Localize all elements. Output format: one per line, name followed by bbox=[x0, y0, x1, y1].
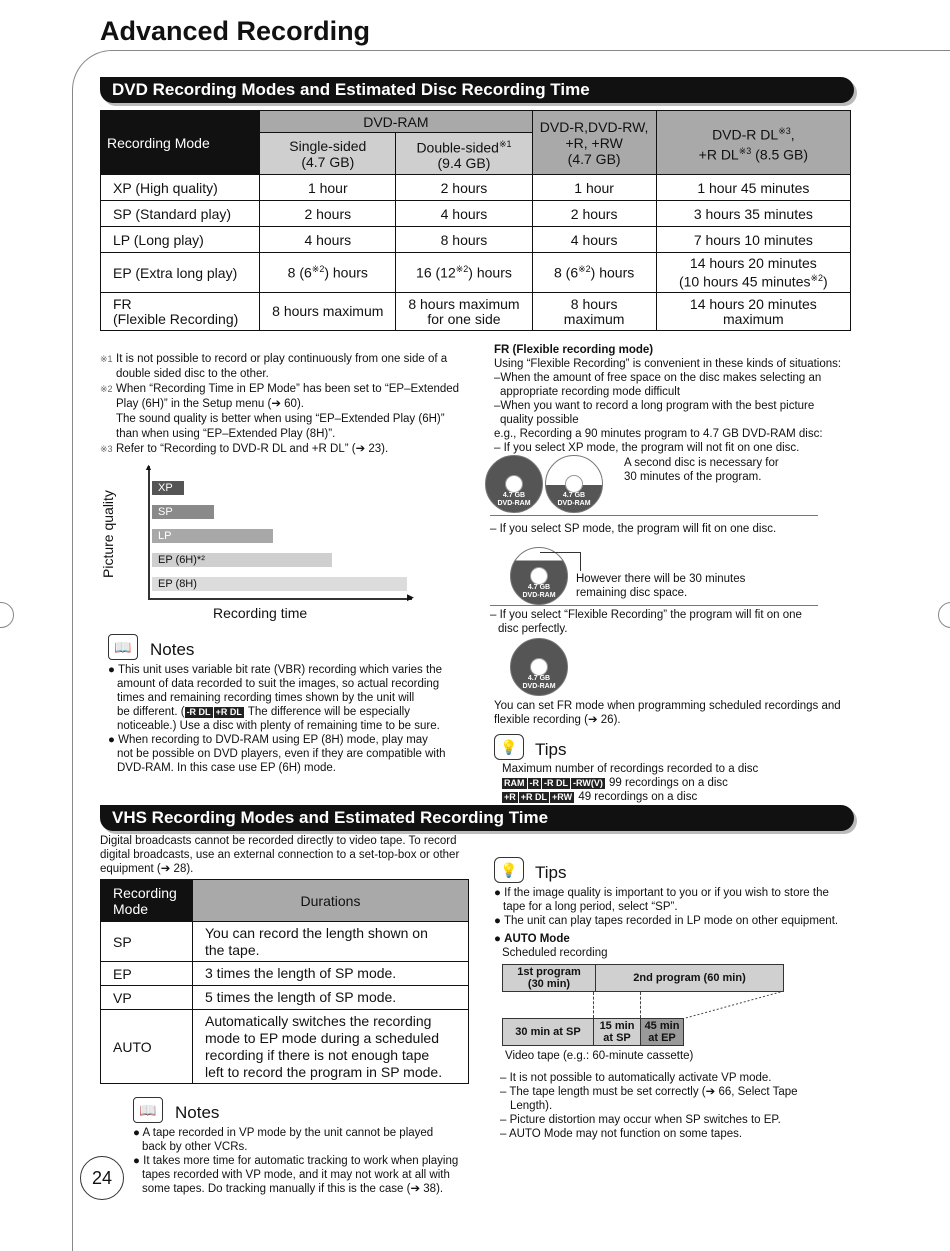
tips-text: tape for a long period, select “SP”. bbox=[503, 901, 678, 913]
segment-text: 15 min bbox=[599, 1020, 635, 1032]
disc-label: 4.7 GB bbox=[562, 492, 586, 499]
value-cell: 3 times the length of SP mode. bbox=[193, 962, 469, 986]
header-single-l1: Single-sided bbox=[289, 137, 367, 154]
vhs-tips-body: ● If the image quality is important to you or if you wish to store the tape for a long period, select “SP”. ● The unit can play tapes recorded in LP mode on other equipment. ● AUTO Mode Scheduled recording bbox=[494, 886, 854, 960]
header-single-sided bbox=[260, 133, 396, 175]
fr-end-text: flexible recording (➔ 26). bbox=[494, 714, 621, 726]
dvd-recording-table bbox=[100, 110, 851, 331]
note-text: tapes recorded with VP mode, and it may not work at all with bbox=[142, 1169, 450, 1181]
value-cell bbox=[532, 253, 656, 293]
value-cell: 4 hours bbox=[396, 201, 532, 227]
disc-label: DVD-RAM bbox=[557, 500, 591, 507]
mode-cell: VP bbox=[101, 986, 193, 1010]
mode-cell bbox=[101, 293, 260, 331]
value-cell: 2 hours bbox=[532, 201, 656, 227]
value-cell bbox=[193, 922, 469, 962]
disc-label: DVD-RAM bbox=[522, 683, 556, 690]
disc-label: 4.7 GB bbox=[527, 584, 551, 591]
disc-label: DVD-RAM bbox=[497, 500, 531, 507]
mode-cell: LP (Long play) bbox=[101, 227, 260, 253]
footnote-text: The sound quality is better when using “EP–Extended Play (6H)” bbox=[116, 413, 445, 425]
header-dl-text: DVD-R DL bbox=[712, 126, 779, 143]
value-cell bbox=[532, 293, 656, 331]
tips-text: Scheduled recording bbox=[502, 947, 608, 959]
disc-badge: +R bbox=[504, 792, 516, 802]
disc-badge: +R DL bbox=[215, 707, 242, 717]
value-text: Automatically switches the recording bbox=[205, 1012, 432, 1029]
program-text: (30 min) bbox=[527, 978, 571, 990]
tips-bulb-icon: 💡 bbox=[494, 857, 524, 883]
notes-book-icon: 📖 bbox=[108, 634, 138, 660]
note-text: times and remaining recording times shown by the unit will bbox=[117, 692, 415, 704]
note-text: be different. ( bbox=[117, 706, 185, 718]
mode-text: FR bbox=[113, 295, 132, 312]
tips-heading: Tips bbox=[535, 863, 567, 882]
dvd-disc-half-icon bbox=[545, 455, 603, 513]
sp-line: – If you select SP mode, the program will fit on one disc. bbox=[490, 523, 777, 535]
disc-badge: -R DL bbox=[544, 778, 568, 788]
header-text: Recording bbox=[113, 884, 177, 901]
disc-badge: +R DL bbox=[520, 792, 548, 802]
guide-diagonal bbox=[682, 990, 786, 1020]
graph-x-axis bbox=[148, 598, 412, 600]
tips-text: The unit can play tapes recorded in LP mode on other equipment. bbox=[503, 915, 839, 927]
table-row bbox=[101, 293, 851, 331]
graph-bar-ep8: EP (8H) bbox=[152, 577, 407, 591]
sp-note-text: remaining disc space. bbox=[576, 587, 688, 599]
header-recording-mode bbox=[101, 880, 193, 922]
note-text: DVD-RAM. In this case use EP (6H) mode. bbox=[117, 762, 336, 774]
fr-text: –When you want to record a long program with the best picture bbox=[494, 400, 815, 412]
fr-line-text: disc perfectly. bbox=[498, 623, 568, 635]
mode-cell: SP (Standard play) bbox=[101, 201, 260, 227]
table-row bbox=[101, 1010, 469, 1084]
table-row bbox=[101, 253, 851, 293]
value-text: 14 hours 20 minutes bbox=[689, 254, 817, 271]
footnote-mark: ※3 bbox=[738, 145, 752, 156]
value-text: (10 hours 45 minutes bbox=[678, 273, 811, 290]
note-text: noticeable.) Use a disc with plenty of remaining time to be sure. bbox=[117, 720, 440, 732]
segment-text: at EP bbox=[648, 1032, 676, 1044]
header-double-sided bbox=[396, 133, 532, 175]
note-text: This unit uses variable bit rate (VBR) recording which varies the bbox=[117, 664, 442, 676]
header-dl-comma: , bbox=[790, 126, 795, 143]
fr-text: appropriate recording mode difficult bbox=[500, 386, 681, 398]
value-cell: 1 hour bbox=[260, 175, 396, 201]
dvd-disc-icon bbox=[510, 638, 568, 696]
disc-label: 4.7 GB bbox=[527, 675, 551, 682]
tips-heading: Tips bbox=[535, 740, 567, 759]
notes-heading: Notes bbox=[175, 1103, 220, 1122]
fr-end bbox=[494, 699, 841, 727]
value-text: recording if there is not enough tape bbox=[205, 1046, 430, 1063]
value-text: ) bbox=[823, 273, 828, 290]
segment-text: 45 min bbox=[644, 1020, 680, 1032]
header-dvd-r-l2: +R, +RW bbox=[565, 134, 623, 151]
footnote-text: Refer to “Recording to DVD-R DL and +R DL” (➔ 23). bbox=[116, 443, 389, 455]
tips-text: If the image quality is important to you or if you wish to store the bbox=[504, 887, 829, 899]
xp-note-text: A second disc is necessary for bbox=[624, 457, 779, 469]
note-text: The difference will be especially bbox=[244, 706, 410, 718]
footnote-mark: ※1 bbox=[498, 138, 512, 149]
value-cell: 1 hour 45 minutes bbox=[656, 175, 850, 201]
fr-text: quality possible bbox=[500, 414, 579, 426]
mode-text: (Flexible Recording) bbox=[113, 310, 239, 327]
vhs-notes-body: ● A tape recorded in VP mode by the unit cannot be played back by other VCRs. ● It takes more time for automatic tracking to work when playing tapes recorded with VP mode, and it may not work at all with some tapes. Do tracking manually if this is the case (➔ 38). bbox=[133, 1126, 473, 1196]
value-cell: 8 hours bbox=[396, 227, 532, 253]
auto-bullets bbox=[500, 1071, 850, 1141]
graph-y-axis bbox=[148, 466, 150, 600]
footnotes bbox=[100, 352, 480, 457]
tips-text: 49 recordings on a disc bbox=[575, 791, 698, 803]
value-cell: 4 hours bbox=[532, 227, 656, 253]
bullet-text: – AUTO Mode may not function on some tapes. bbox=[500, 1128, 743, 1140]
fr-text: – If you select XP mode, the program will not fit on one disc. bbox=[494, 442, 800, 454]
header-dvd-ram: DVD-RAM bbox=[260, 111, 532, 133]
footnote-mark: ※2 bbox=[455, 264, 469, 275]
mode-cell: SP bbox=[101, 922, 193, 962]
arrow-up-icon: ▲ bbox=[144, 462, 153, 472]
value-cell bbox=[396, 253, 532, 293]
graph-bar-xp: XP bbox=[152, 481, 184, 495]
disc-badge: +RW bbox=[552, 792, 573, 802]
intro-text: digital broadcasts, use an external connection to a set-top-box or other bbox=[100, 849, 460, 861]
header-dvd-r bbox=[532, 111, 656, 175]
footnote-mark: ※3 bbox=[778, 125, 791, 136]
graph-x-label: Recording time bbox=[213, 605, 308, 621]
header-recording-mode: Recording Mode bbox=[101, 111, 260, 175]
value-cell: 5 times the length of SP mode. bbox=[193, 986, 469, 1010]
disc-label: DVD-RAM bbox=[522, 592, 556, 599]
footnote-mark: ※2 bbox=[578, 264, 591, 275]
xp-note bbox=[624, 456, 779, 484]
intro-text: equipment (➔ 28). bbox=[100, 863, 194, 875]
arrow-right-icon: ▶ bbox=[407, 592, 414, 602]
footnote-mark: ※2 bbox=[810, 272, 824, 283]
value-text: 16 (12 bbox=[416, 264, 456, 281]
tips-text: Maximum number of recordings recorded to a disc bbox=[502, 763, 759, 775]
fr-text: Using “Flexible Recording” is convenient in these kinds of situations: bbox=[494, 358, 842, 370]
tape-segment-ep bbox=[641, 1019, 684, 1046]
disc-badge: -R DL bbox=[186, 707, 211, 717]
dvd-tips-body bbox=[502, 762, 758, 804]
value-cell bbox=[656, 293, 850, 331]
fr-line bbox=[490, 608, 802, 636]
header-text: Mode bbox=[113, 900, 149, 917]
table-row bbox=[101, 962, 469, 986]
header-dl2-size: (8.5 GB) bbox=[751, 146, 809, 163]
disc-badge: RAM bbox=[504, 778, 525, 788]
value-text: ) hours bbox=[590, 264, 635, 281]
dvd-disc-icon bbox=[485, 455, 543, 513]
footnote-mark: ※2 bbox=[100, 384, 113, 394]
table-row bbox=[101, 227, 851, 253]
tips-text: 99 recordings on a disc bbox=[605, 777, 728, 789]
note-text: When recording to DVD-RAM using EP (8H) mode, play may bbox=[118, 734, 428, 746]
mode-cell: EP (Extra long play) bbox=[101, 253, 260, 293]
tape-caption: Video tape (e.g.: 60-minute cassette) bbox=[505, 1050, 694, 1062]
disc-label: 4.7 GB bbox=[502, 492, 526, 499]
guide-line bbox=[640, 992, 641, 1018]
bullet-text: – Picture distortion may occur when SP switches to EP. bbox=[500, 1114, 781, 1126]
value-text: You can record the length shown on bbox=[205, 924, 428, 941]
value-text: 8 (6 bbox=[287, 264, 312, 281]
auto-mode-heading: AUTO Mode bbox=[504, 933, 570, 945]
value-cell: 8 hours maximum bbox=[260, 293, 396, 331]
graph-y-label: Picture quality bbox=[100, 490, 116, 578]
segment-text: at SP bbox=[603, 1032, 631, 1044]
note-text: back by other VCRs. bbox=[142, 1141, 248, 1153]
dvd-notes-body: ● This unit uses variable bit rate (VBR) recording which varies the amount of data recorded to suit the images, so actual recording times and remaining recording times shown by the unit will be different. ( -R DL +R DL The difference will be especially noticeable.) Use a disc with plenty of remaining time to be sure. ● When recording to DVD-RAM using EP (8H) mode, play may not be possible on DVD players, even if they are compatible with DVD-RAM. In this case use EP (6H) mode. bbox=[108, 663, 478, 775]
auto-program-bar bbox=[502, 964, 784, 992]
fr-text: –When the amount of free space on the disc makes selecting an bbox=[494, 372, 822, 384]
table-row bbox=[101, 175, 851, 201]
graph-bar-lp: LP bbox=[152, 529, 273, 543]
registration-mark bbox=[0, 602, 14, 628]
notes-heading: Notes bbox=[150, 640, 195, 659]
footnote-mark: ※3 bbox=[100, 444, 113, 454]
fr-end-text: You can set FR mode when programming scheduled recordings and bbox=[494, 700, 841, 712]
fr-text: e.g., Recording a 90 minutes program to 4.7 GB DVD-RAM disc: bbox=[494, 428, 823, 440]
bullet-text: – It is not possible to automatically activate VP mode. bbox=[500, 1072, 772, 1084]
first-program-cell bbox=[503, 965, 596, 992]
table-row bbox=[101, 201, 851, 227]
note-text: A tape recorded in VP mode by the unit cannot be played bbox=[142, 1127, 434, 1139]
value-text: 14 hours 20 minutes bbox=[689, 295, 817, 312]
program-text: 1st program bbox=[517, 966, 581, 978]
value-text: for one side bbox=[427, 310, 501, 327]
intro-text: Digital broadcasts cannot be recorded directly to video tape. To record bbox=[100, 835, 457, 847]
footnote-text: than when using “EP–Extended Play (8H)”. bbox=[116, 428, 336, 440]
value-cell: 4 hours bbox=[260, 227, 396, 253]
mode-cell: AUTO bbox=[101, 1010, 193, 1084]
sp-note bbox=[576, 572, 745, 600]
value-text: left to record the program in SP mode. bbox=[205, 1063, 443, 1080]
value-text: 8 hours bbox=[570, 295, 618, 312]
tape-segment-sp: 30 min at SP bbox=[503, 1019, 594, 1046]
vhs-section-banner: VHS Recording Modes and Estimated Recording Time bbox=[100, 805, 854, 831]
fr-heading: FR (Flexible recording mode) bbox=[494, 344, 654, 356]
note-text: some tapes. Do tracking manually if this is the case (➔ 38). bbox=[142, 1183, 444, 1195]
note-text: It takes more time for automatic tracking to work when playing bbox=[143, 1155, 459, 1167]
value-cell: 3 hours 35 minutes bbox=[656, 201, 850, 227]
value-text: 8 (6 bbox=[554, 264, 579, 281]
header-double-l1: Double-sided bbox=[416, 139, 499, 156]
bullet-text: – The tape length must be set correctly (➔ 66, Select Tape bbox=[500, 1086, 798, 1098]
header-dvd-r-l3: (4.7 GB) bbox=[567, 150, 621, 167]
value-cell bbox=[260, 253, 396, 293]
disc-badge: -RW(V) bbox=[573, 778, 603, 788]
dvd-section-banner: DVD Recording Modes and Estimated Disc Recording Time bbox=[100, 77, 854, 103]
fr-line-text: – If you select “Flexible Recording” the program will fit on one bbox=[490, 609, 802, 621]
header-dvd-r-dl bbox=[656, 111, 850, 175]
second-program-cell: 2nd program (60 min) bbox=[596, 965, 784, 992]
header-double-l2: (9.4 GB) bbox=[437, 155, 491, 172]
value-cell bbox=[193, 1010, 469, 1084]
table-row bbox=[101, 986, 469, 1010]
table-row bbox=[101, 922, 469, 962]
page-title: Advanced Recording bbox=[100, 16, 371, 46]
header-single-l2: (4.7 GB) bbox=[301, 153, 355, 170]
callout-line bbox=[540, 552, 581, 571]
fr-section bbox=[494, 343, 844, 455]
vhs-recording-table bbox=[100, 879, 469, 1084]
header-dl2-text: +R DL bbox=[698, 146, 739, 163]
note-text: not be possible on DVD players, even if they are compatible with bbox=[117, 748, 446, 760]
notes-book-icon: 📖 bbox=[133, 1097, 163, 1123]
tips-bulb-icon: 💡 bbox=[494, 734, 524, 760]
auto-tape-bar bbox=[502, 1018, 684, 1046]
value-cell: 1 hour bbox=[532, 175, 656, 201]
guide-line bbox=[593, 992, 594, 1018]
vhs-intro bbox=[100, 834, 475, 876]
bullet-text: Length). bbox=[510, 1100, 553, 1112]
value-text: maximum bbox=[563, 310, 625, 327]
value-text: ) hours bbox=[468, 264, 512, 281]
footnote-mark: ※2 bbox=[311, 264, 325, 275]
value-cell bbox=[396, 293, 532, 331]
value-text: mode to EP mode during a scheduled bbox=[205, 1029, 440, 1046]
value-cell: 7 hours 10 minutes bbox=[656, 227, 850, 253]
note-text: amount of data recorded to suit the images, so actual recording bbox=[117, 678, 440, 690]
value-text: ) hours bbox=[324, 264, 368, 281]
footnote-text: It is not possible to record or play continuously from one side of a bbox=[116, 353, 448, 365]
header-durations: Durations bbox=[193, 880, 469, 922]
value-cell: 2 hours bbox=[260, 201, 396, 227]
graph-bar-ep6: EP (6H)*² bbox=[152, 553, 332, 567]
page-number: 24 bbox=[80, 1156, 124, 1200]
value-text: the tape. bbox=[205, 941, 260, 958]
footnote-text: double sided disc to the other. bbox=[116, 368, 269, 380]
graph-bar-sp: SP bbox=[152, 505, 214, 519]
value-cell bbox=[656, 253, 850, 293]
mode-cell: XP (High quality) bbox=[101, 175, 260, 201]
xp-note-text: 30 minutes of the program. bbox=[624, 471, 762, 483]
value-text: 8 hours maximum bbox=[408, 295, 520, 312]
tape-segment-sp2 bbox=[594, 1019, 641, 1046]
footnote-text: Play (6H)” in the Setup menu (➔ 60). bbox=[116, 398, 304, 410]
value-cell: 2 hours bbox=[396, 175, 532, 201]
header-dvd-r-l1: DVD-R,DVD-RW, bbox=[539, 118, 649, 135]
sp-note-text: However there will be 30 minutes bbox=[576, 573, 746, 585]
value-text: maximum bbox=[723, 310, 784, 327]
footnote-text: When “Recording Time in EP Mode” has been set to “EP–Extended bbox=[116, 383, 460, 395]
mode-cell: EP bbox=[101, 962, 193, 986]
disc-badge: -R bbox=[529, 778, 539, 788]
divider bbox=[490, 605, 818, 606]
divider bbox=[490, 515, 818, 516]
footnote-mark: ※1 bbox=[100, 354, 113, 364]
